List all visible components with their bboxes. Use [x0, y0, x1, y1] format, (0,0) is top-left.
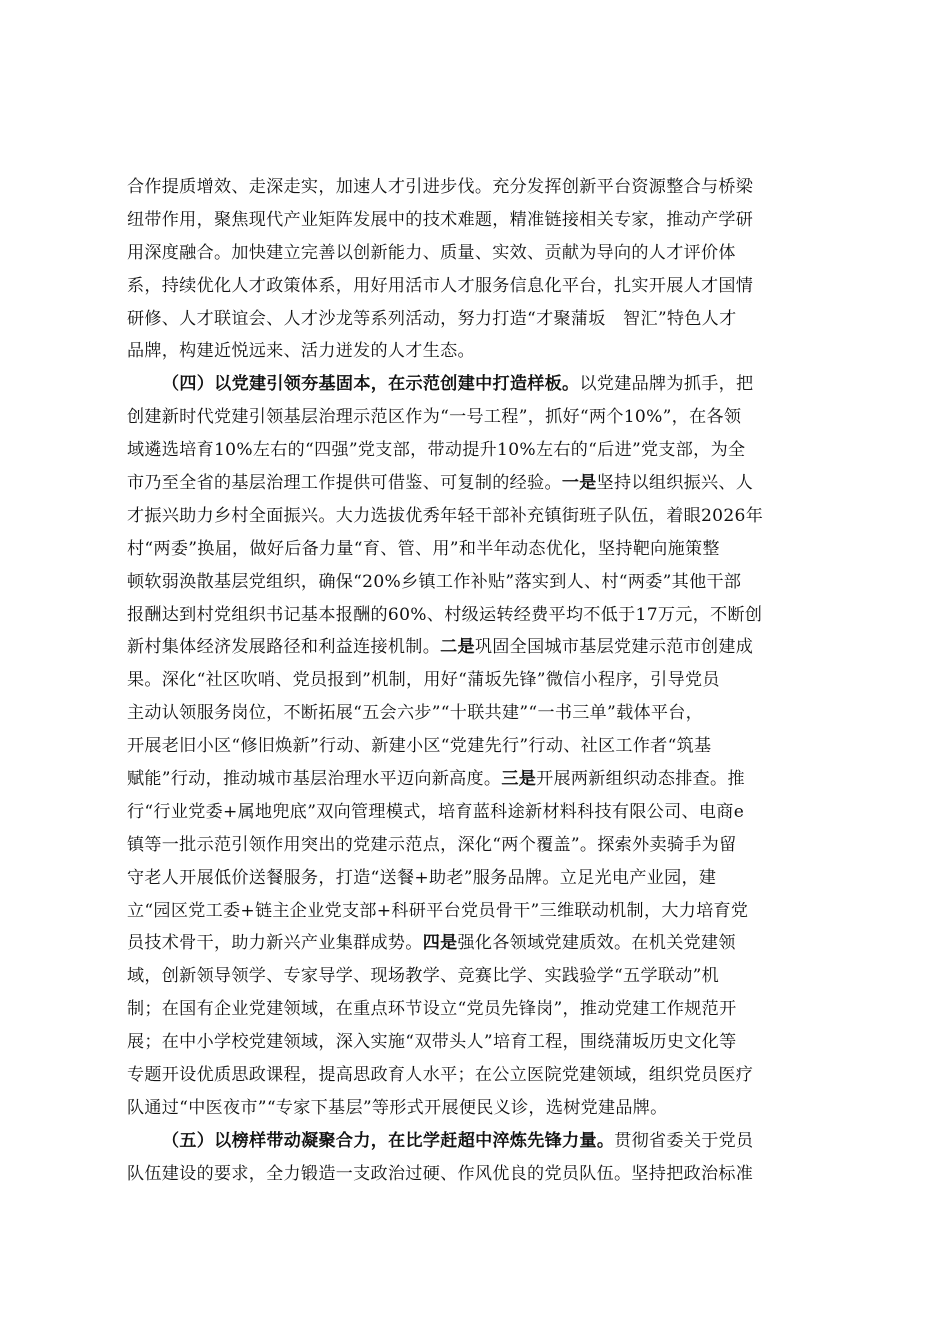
section-heading-line: [127, 1125, 823, 1158]
text-run: 市乃至全省的基层治理工作提供可借鉴、可复制的经验。: [127, 473, 562, 494]
text-line: [127, 763, 823, 796]
text-line: 专题开设优质思政课程，提高思政育人水平；在公立医院党建领域，组织党员医疗: [127, 1065, 754, 1086]
text-line: 品牌，构建近悦远来、活力迸发的人才生态。: [127, 341, 475, 362]
text-line: 开展老旧小区“修旧焕新”行动、新建小区“党建先行”行动、社区工作者“筑基: [127, 736, 712, 757]
section-heading: （五）以榜样带动凝聚合力，在比学赶超中淬炼先锋力量。: [162, 1130, 615, 1151]
text-line: 合作提质增效、走深走实，加速人才引进步伐。充分发挥创新平台资源整合与桥梁: [127, 177, 754, 197]
text-line: [127, 467, 823, 500]
section-heading-line: [127, 368, 823, 401]
section-heading: （四）以党建引领夯基固本，在示范创建中打造样板。: [162, 374, 580, 395]
text-line: 展；在中小学校党建领域，深入实施“双带头人”培育工程，围绕蒲坂历史文化等: [127, 1032, 737, 1053]
text-line: 主动认领服务岗位，不断拓展“五会六步”“十联共建”“一书三单”载体平台，: [127, 703, 704, 724]
text-line: 纽带作用，聚焦现代产业矩阵发展中的技术难题，精准链接相关专家，推动产学研: [127, 209, 754, 230]
document-body: [127, 171, 823, 1191]
item-marker: 三是: [501, 769, 537, 790]
text-line: 创建新时代党建引领基层治理示范区作为“一号工程”，抓好“两个10%”，在各领: [127, 407, 742, 428]
text-run: 新村集体经济发展路径和利益连接机制。: [127, 637, 441, 658]
text-run: 巩固全国城市基层党建示范市创建成: [474, 637, 754, 658]
item-marker: 一是: [561, 473, 597, 494]
text-line: 队通过“中医夜市”“专家下基层”等形式开展便民义诊，选树党建品牌。: [127, 1097, 668, 1118]
text-line: 村“两委”换届，做好后备力量“育、管、用”和半年动态优化，坚持靶向施策整: [127, 538, 720, 559]
text-line: 顿软弱涣散基层党组织，确保“20%乡镇工作补贴”落实到人、村“两委”其他干部: [127, 571, 742, 592]
text-line: 行“行业党委+属地兜底”双向管理模式，培育蓝科途新材料科技有限公司、电商e: [127, 801, 745, 822]
text-line: 报酬达到村党组织书记基本报酬的60%、村级运转经费平均不低于17万元，不断创: [127, 604, 763, 625]
text-line: 系，持续优化人才政策体系，用好用活市人才服务信息化平台，扎实开展人才国情: [127, 275, 754, 296]
text-run: 以党建品牌为抓手，把: [579, 374, 754, 395]
text-run: 贯彻省委关于党员: [614, 1130, 754, 1151]
item-marker: 二是: [440, 637, 475, 658]
text-line: [127, 631, 823, 664]
text-line: 制；在国有企业党建领域，在重点环节设立“党员先锋岗”，推动党建工作规范开: [127, 999, 737, 1020]
text-line: 果。深化“社区吹哨、党员报到”机制，用好“蒲坂先锋”微信小程序，引导党员: [127, 670, 720, 691]
text-line: 镇等一批示范引领作用突出的党建示范点，深化“两个覆盖”。探索外卖骑手为留: [127, 834, 737, 855]
item-marker: 四是: [422, 933, 458, 954]
text-run: 员技术骨干，助力新兴产业集群成势。: [127, 933, 423, 954]
text-line: 域，创新领导领学、专家导学、现场教学、竞赛比学、实践验学“五学联动”机: [127, 966, 720, 987]
text-line: 守老人开展低价送餐服务，打造“送餐+助老”服务品牌。立足光电产业园，建: [127, 867, 717, 888]
text-run: 坚持以组织振兴、人: [596, 473, 754, 494]
text-run: 强化各领域党建质效。在机关党建领: [457, 933, 736, 954]
text-line: 用深度融合。加快建立完善以创新能力、质量、实效、贡献为导向的人才评价体: [127, 242, 736, 263]
text-line: 才振兴助力乡村全面振兴。大力选拔优秀年轻干部补充镇街班子队伍，着眼2026年: [127, 505, 764, 526]
text-line: 研修、人才联谊会、人才沙龙等系列活动，努力打造“才聚蒲坂 智汇”特色人才: [127, 308, 737, 329]
text-line: [127, 927, 823, 960]
text-line: 立“园区党工委+链主企业党支部+科研平台党员骨干”三维联动机制，大力培育党: [127, 900, 749, 921]
text-line: 域遴选培育10%左右的“四强”党支部，带动提升10%左右的“后进”党支部，为全: [127, 440, 746, 461]
text-run: 赋能”行动，推动城市基层治理水平迈向新高度。: [127, 769, 502, 790]
text-line: 队伍建设的要求，全力锻造一支政治过硬、作风优良的党员队伍。坚持把政治标准: [127, 1163, 754, 1184]
text-run: 开展两新组织动态排查。推: [536, 769, 745, 790]
